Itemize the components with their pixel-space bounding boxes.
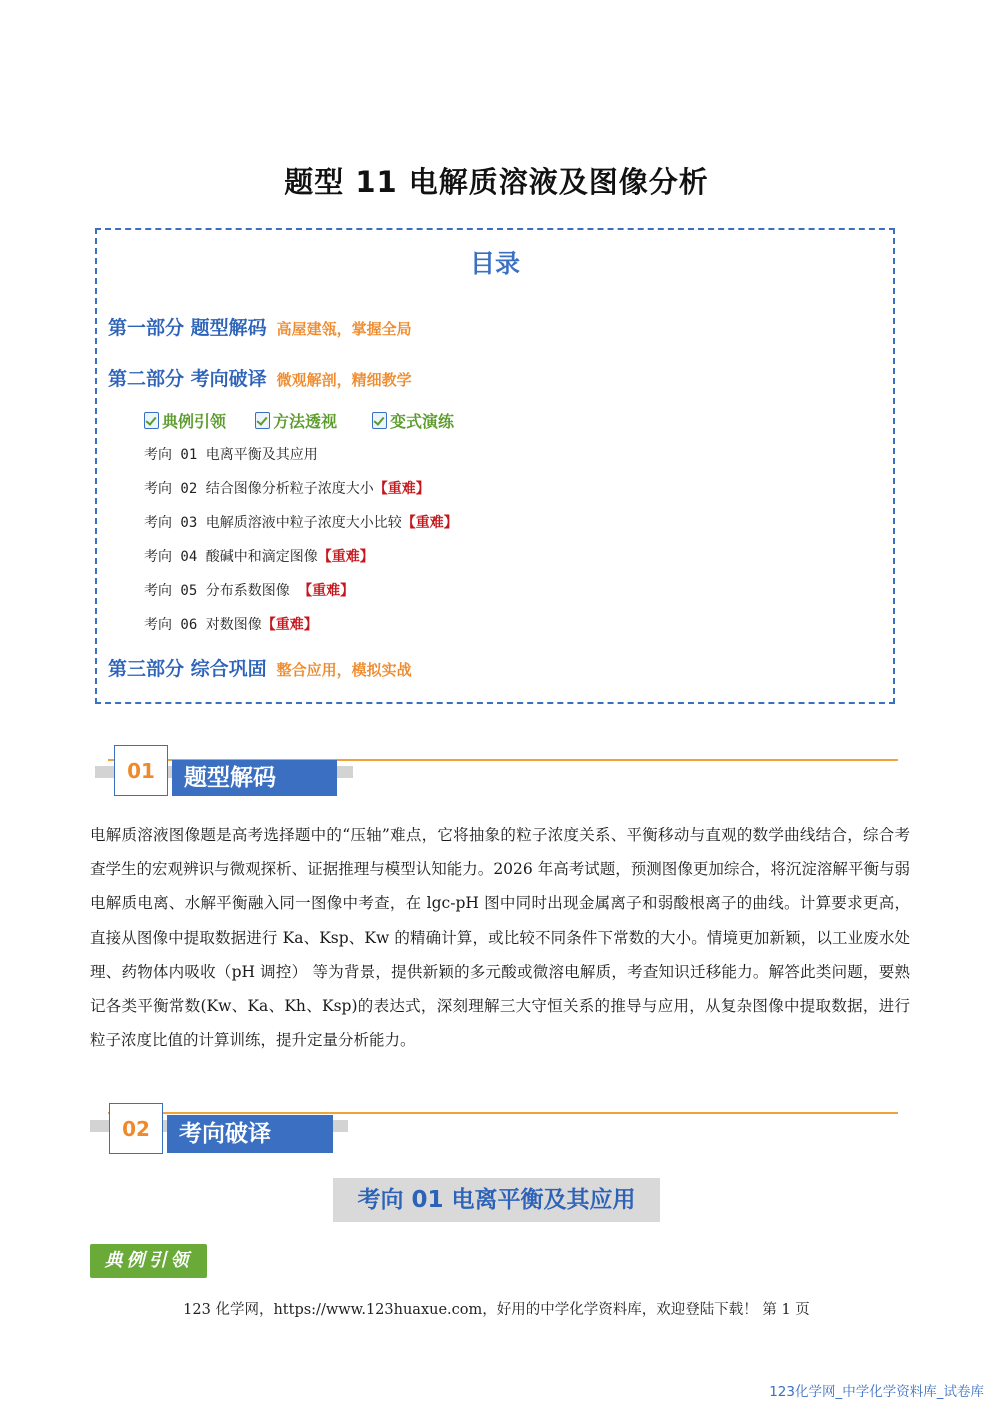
section-number-badge: 01 (114, 745, 168, 796)
toc-part-2[interactable] (108, 364, 412, 391)
subsection-title: 考向 01 电离平衡及其应用 (333, 1178, 660, 1222)
checklist-icon (372, 412, 387, 429)
section-title-bar: 题型解码 (172, 760, 337, 796)
toc-feature-methods[interactable] (255, 409, 337, 432)
toc-item-01[interactable]: 考向 01 电离平衡及其应用 (144, 447, 318, 463)
toc-feature-practice[interactable] (372, 409, 454, 432)
section-title-bar: 考向破译 (167, 1115, 333, 1153)
toc-part-label: 第一部分 题型解码 (108, 317, 267, 339)
toc-item-04[interactable]: 考向 04 酸碱中和滴定图像【重难】 (144, 549, 374, 565)
toc-feature-examples[interactable] (144, 409, 226, 432)
toc-item-05[interactable]: 考向 05 分布系数图像 【重难】 (144, 583, 355, 599)
example-badge: 典例引领 (90, 1244, 207, 1278)
toc-heading: 目录 (469, 249, 520, 278)
toc-part-subtitle: 高屋建瓴，掌握全局 (276, 320, 412, 338)
toc-feature-label: 变式演练 (390, 412, 455, 431)
toc-item-03[interactable]: 考向 03 电解质溶液中粒子浓度大小比较【重难】 (144, 515, 458, 531)
difficulty-tag: 【重难】 (373, 481, 430, 497)
toc-part-1[interactable] (108, 313, 412, 340)
intro-paragraph: 电解质溶液图像题是高考选择题中的“压轴”难点，它将抽象的粒子浓度关系、平衡移动与直观的数学曲线结合，综合考查学生的宏观辨识与微观探析、证据推理与模型认知能力。2026 年高考试题，预测图像更加综合，将沉淀溶解平衡与弱电解质电离、水解平衡融入同一图像中考查，在 lgc-pH 图中同时出现金属离子和弱酸根离子的曲线。计算要求更高，直接从图像中提取数据进行 Ka、Ksp、Kw 的精确计算，或比较不同条件下常数的大小。情境更加新颖，以工业废水处理、药物体内吸收（pH 调控） 等为背景，提供新颖的多元酸或微溶电解质，考查知识迁移能力。解答此类问题，要熟记各类平衡常数(Kw、Ka、Kh、Ksp)的表达式，深刻理解三大守恒关系的推导与应用，从复杂图像中提取数据，进行粒子浓度比值的计算训练，提升定量分析能力。 (90, 826, 910, 1050)
difficulty-tag: 【重难】 (298, 583, 355, 599)
page-footer: 123 化学网，https://www.123huaxue.com，好用的中学化学资料库，欢迎登陆下载！ 第 1 页 (183, 1302, 810, 1318)
toc-item-02[interactable]: 考向 02 结合图像分析粒子浓度大小【重难】 (144, 481, 430, 497)
toc-part-label: 第二部分 考向破译 (108, 368, 267, 390)
section-divider-line (108, 1112, 898, 1114)
toc-part-subtitle: 微观解剖，精细教学 (276, 371, 412, 389)
difficulty-tag: 【重难】 (401, 515, 458, 531)
toc-feature-label: 典例引领 (162, 412, 227, 431)
toc-part-subtitle: 整合应用，模拟实战 (276, 661, 412, 679)
difficulty-tag: 【重难】 (317, 549, 374, 565)
checklist-icon (255, 412, 270, 429)
table-of-contents (95, 228, 895, 704)
section-number-badge: 02 (109, 1103, 163, 1154)
toc-feature-label: 方法透视 (273, 412, 338, 431)
checklist-icon (144, 412, 159, 429)
toc-part-label: 第三部分 综合巩固 (108, 658, 267, 680)
difficulty-tag: 【重难】 (261, 617, 318, 633)
toc-item-06[interactable]: 考向 06 对数图像【重难】 (144, 617, 318, 633)
toc-part-3[interactable] (108, 654, 412, 681)
page-title: 题型 11 电解质溶液及图像分析 (284, 165, 709, 199)
watermark: 123化学网_中学化学资料库_试卷库 (769, 1384, 984, 1400)
